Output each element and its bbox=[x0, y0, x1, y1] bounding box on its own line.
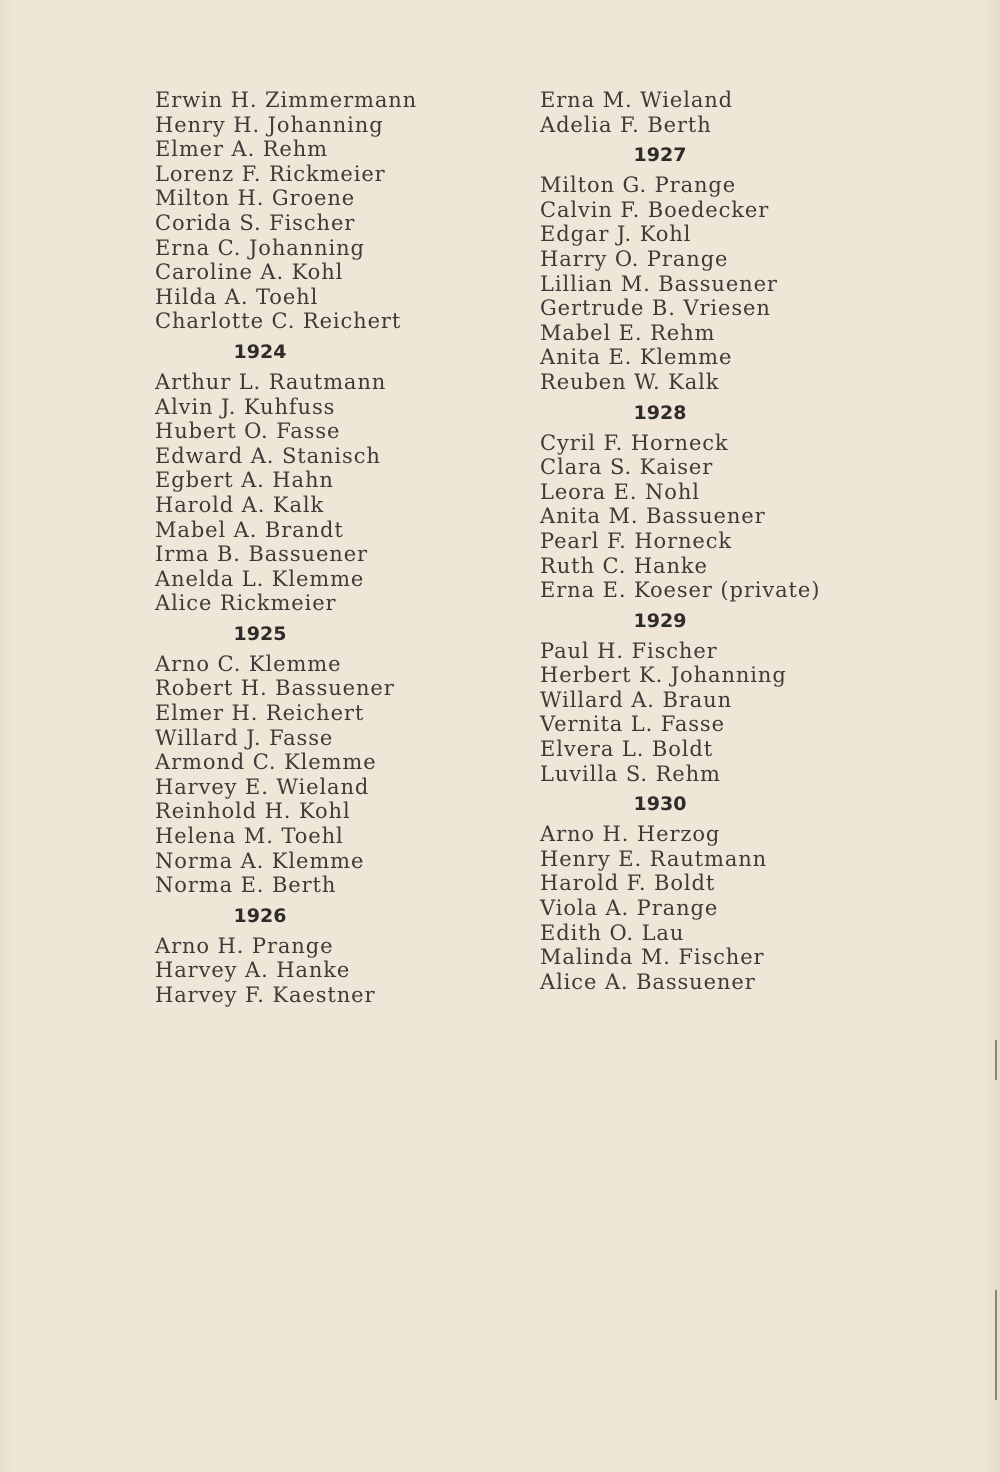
graduate-name: Erna C. Johanning bbox=[155, 235, 365, 260]
graduate-name: Herbert K. Johanning bbox=[540, 663, 787, 688]
graduate-name: Caroline A. Kohl bbox=[155, 260, 344, 285]
year-heading: 1930 bbox=[633, 793, 687, 816]
graduate-name: Erna E. Koeser (private) bbox=[540, 578, 821, 603]
graduate-name: Arno H. Herzog bbox=[540, 822, 721, 847]
graduate-name: Reuben W. Kalk bbox=[540, 369, 720, 394]
graduate-name: Anita E. Klemme bbox=[540, 345, 733, 370]
graduate-name: Viola A. Prange bbox=[540, 896, 719, 921]
right-column bbox=[540, 88, 840, 994]
graduate-name: Robert H. Bassuener bbox=[155, 676, 395, 701]
graduate-name: Luvilla S. Rehm bbox=[540, 761, 721, 786]
graduate-name: Cyril F. Horneck bbox=[540, 430, 729, 455]
graduate-name: Arno C. Klemme bbox=[155, 651, 342, 676]
graduate-name: Vernita L. Fasse bbox=[540, 712, 725, 737]
graduate-name: Elmer A. Rehm bbox=[155, 137, 328, 162]
graduate-name: Reinhold H. Kohl bbox=[155, 799, 351, 824]
graduate-name: Milton G. Prange bbox=[540, 173, 737, 198]
graduate-name: Irma B. Bassuener bbox=[155, 542, 368, 567]
graduate-name: Harold F. Boldt bbox=[540, 871, 716, 896]
graduate-name: Ruth C. Hanke bbox=[540, 553, 708, 578]
graduate-name: Egbert A. Hahn bbox=[155, 468, 334, 493]
graduate-name: Willard A. Braun bbox=[540, 687, 732, 712]
graduate-name: Lillian M. Bassuener bbox=[540, 271, 778, 296]
graduate-name: Leora E. Nohl bbox=[540, 479, 700, 504]
graduate-name: Elmer H. Reichert bbox=[155, 701, 365, 726]
graduate-name: Clara S. Kaiser bbox=[540, 455, 714, 480]
graduate-name: Harvey E. Wieland bbox=[155, 774, 370, 799]
graduate-name: Calvin F. Boedecker bbox=[540, 197, 770, 222]
graduate-name: Charlotte C. Reichert bbox=[155, 309, 402, 334]
page-edge-mark bbox=[995, 1040, 997, 1080]
graduate-name: Helena M. Toehl bbox=[155, 824, 344, 849]
graduate-name: Arthur L. Rautmann bbox=[155, 369, 387, 394]
graduate-name: Erna M. Wieland bbox=[540, 88, 734, 112]
graduate-name: Adelia F. Berth bbox=[540, 112, 712, 137]
graduate-name: Edith O. Lau bbox=[540, 920, 685, 945]
left-column bbox=[155, 88, 455, 1008]
year-heading: 1928 bbox=[633, 401, 687, 424]
graduate-name: Alvin J. Kuhfuss bbox=[155, 394, 336, 419]
graduate-name: Edward A. Stanisch bbox=[155, 443, 381, 468]
year-heading: 1925 bbox=[233, 622, 287, 645]
graduate-name: Anelda L. Klemme bbox=[155, 566, 365, 591]
graduate-name: Harvey A. Hanke bbox=[155, 958, 351, 983]
graduate-name: Harold A. Kalk bbox=[155, 492, 325, 517]
graduate-name: Henry E. Rautmann bbox=[540, 846, 768, 871]
graduate-name: Alice Rickmeier bbox=[155, 591, 337, 616]
year-heading: 1929 bbox=[633, 609, 687, 632]
graduate-name: Malinda M. Fischer bbox=[540, 945, 765, 970]
graduate-name: Mabel E. Rehm bbox=[540, 320, 716, 345]
graduate-name: Henry H. Johanning bbox=[155, 112, 384, 137]
graduate-name: Corida S. Fischer bbox=[155, 210, 356, 235]
page-edge-mark bbox=[995, 1290, 997, 1400]
graduate-name: Armond C. Klemme bbox=[155, 750, 377, 775]
year-heading: 1924 bbox=[233, 340, 287, 363]
graduate-name: Pearl F. Horneck bbox=[540, 528, 733, 553]
graduate-name: Anita M. Bassuener bbox=[540, 504, 766, 529]
graduate-name: Milton H. Groene bbox=[155, 186, 356, 211]
graduate-name: Norma A. Klemme bbox=[155, 848, 365, 873]
year-heading: 1926 bbox=[233, 904, 287, 927]
graduate-name: Willard J. Fasse bbox=[155, 725, 334, 750]
graduate-name: Lorenz F. Rickmeier bbox=[155, 161, 386, 186]
graduate-name: Elvera L. Boldt bbox=[540, 737, 714, 762]
graduate-name: Edgar J. Kohl bbox=[540, 222, 692, 247]
graduate-name: Mabel A. Brandt bbox=[155, 517, 344, 542]
graduate-name: Hubert O. Fasse bbox=[155, 419, 341, 444]
graduate-name: Harvey F. Kaestner bbox=[155, 983, 376, 1007]
graduate-name: Alice A. Bassuener bbox=[540, 969, 756, 994]
graduate-name: Arno H. Prange bbox=[155, 933, 334, 958]
graduate-name: Paul H. Fischer bbox=[540, 638, 718, 663]
graduate-name: Hilda A. Toehl bbox=[155, 284, 319, 309]
graduate-name: Norma E. Berth bbox=[155, 873, 337, 898]
graduate-name: Erwin H. Zimmermann bbox=[155, 88, 418, 112]
year-heading: 1927 bbox=[633, 144, 687, 167]
graduate-name: Harry O. Prange bbox=[540, 246, 729, 271]
graduate-name: Gertrude B. Vriesen bbox=[540, 296, 771, 321]
